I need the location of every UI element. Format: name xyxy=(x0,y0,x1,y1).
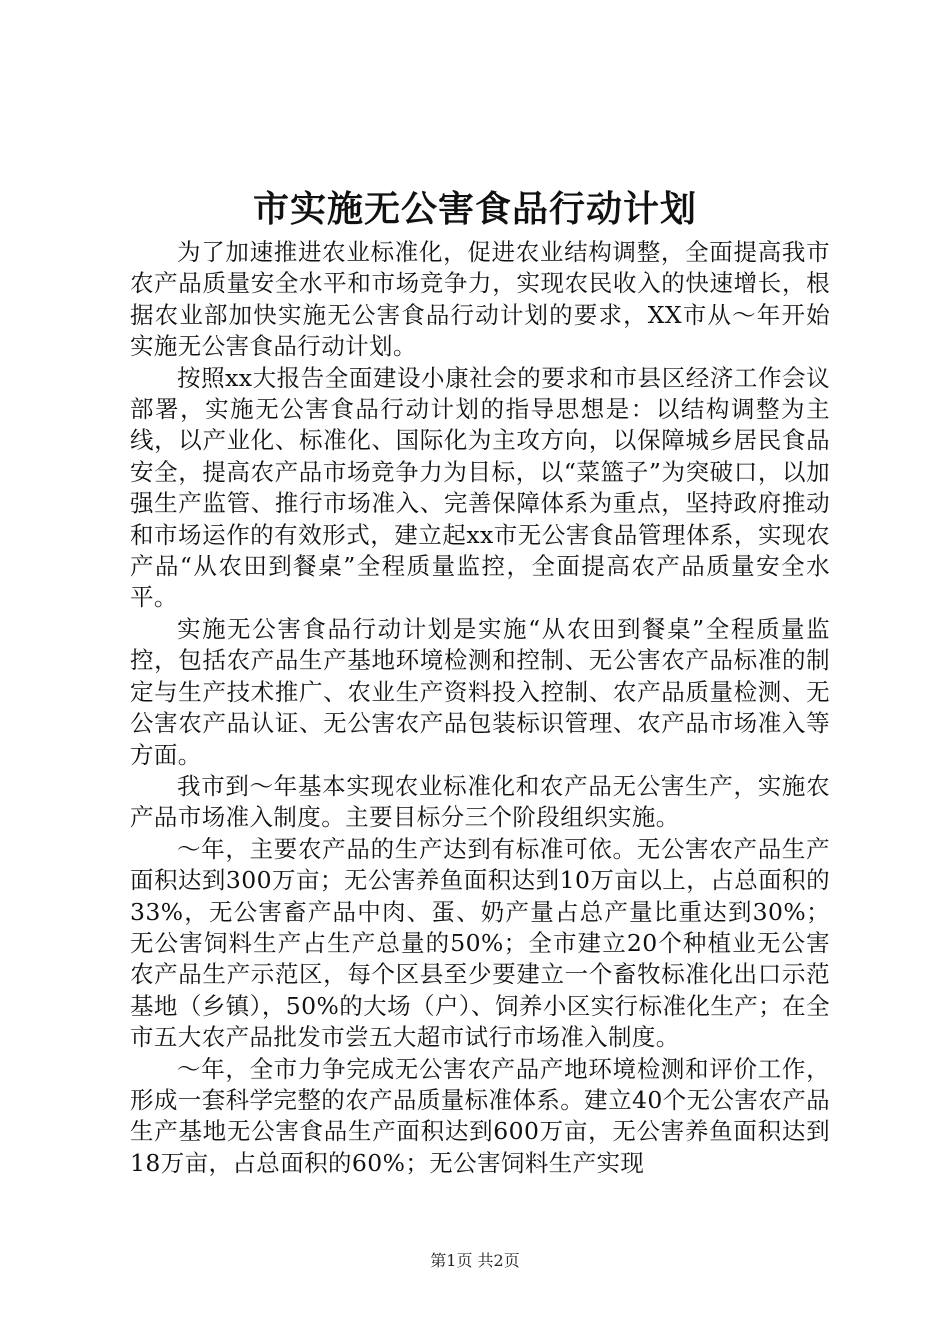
paragraph-guiding-principle: 按照xx大报告全面建设小康社会的要求和市县区经济工作会议部署，实施无公害食品行动计划的指导思想是：以结构调整为主线，以产业化、标准化、国际化为主攻方向，以保障城乡居民食品安全，提高农产品市场竞争力为目标，以“菜篮子”为突破口，以加强生产监管、推行市场准入、完善保障体系为重点，坚持政府推动和市场运作的有效形式，建立起xx市无公害食品管理体系，实现农产品“从农田到餐桌”全程质量监控，全面提高农产品质量安全水平。 xyxy=(130,363,830,612)
document-body xyxy=(130,237,830,1179)
paragraph-scope: 实施无公害食品行动计划是实施“从农田到餐桌”全程质量监控，包括农产品生产基地环境检测和控制、无公害农产品标准的制定与生产技术推广、农业生产资料投入控制、农产品质量检测、无公害农产品认证、无公害农产品包装标识管理、农产品市场准入等方面。 xyxy=(130,614,830,769)
paragraph-intro: 为了加速推进农业标准化，促进农业结构调整，全面提高我市农产品质量安全水平和市场竞争力，实现农民收入的快速增长，根据农业部加快实施无公害食品行动计划的要求，XX市从～年开始实施无公害食品行动计划。 xyxy=(130,238,830,361)
paragraph-stage-one: ～年，主要农产品的生产达到有标准可依。无公害农产品生产面积达到300万亩；无公害养鱼面积达到10万亩以上，占总面积的33%，无公害畜产品中肉、蛋、奶产量占总产量比重达到30%；无公害饲料生产占生产总量的50%；全市建立20个种植业无公害农产品生产示范区，每个区县至少要建立一个畜牧标准化出口示范基地（乡镇），50%的大场（户）、饲养小区实行标准化生产；在全市五大农产品批发市尝五大超市试行市场准入制度。 xyxy=(130,834,830,1052)
paragraph-stage-two: ～年，全市力争完成无公害农产品产地环境检测和评价工作，形成一套科学完整的农产品质量标准体系。建立40个无公害农产品生产基地无公害食品生产面积达到600万亩，无公害养鱼面积达到18万亩，占总面积的60%；无公害饲料生产实现 xyxy=(130,1054,830,1177)
document-title: 市实施无公害食品行动计划 xyxy=(252,188,697,230)
paragraph-goals: 我市到～年基本实现农业标准化和农产品无公害生产，实施农产品市场准入制度。主要目标分三个阶段组织实施。 xyxy=(130,771,830,832)
page-footer: 第1页 共2页 xyxy=(430,1251,520,1270)
